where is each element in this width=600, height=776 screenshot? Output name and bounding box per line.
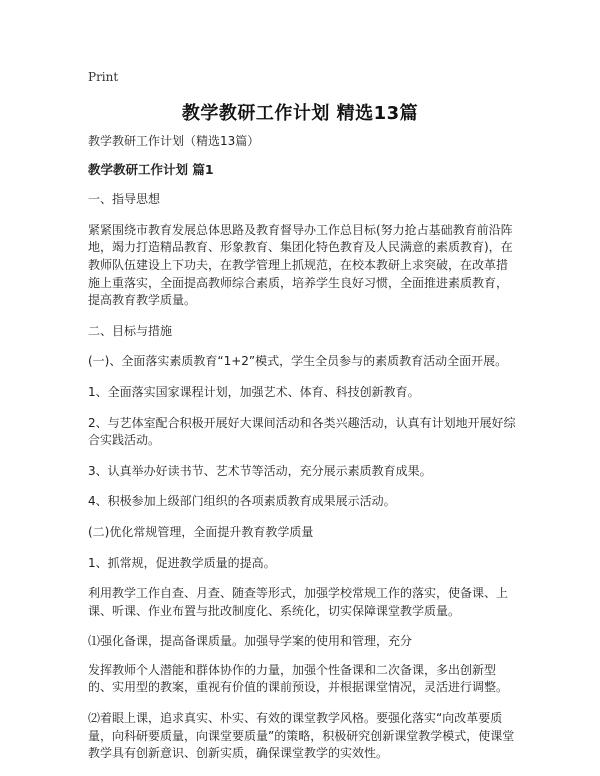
list-item: ⑵着眼上课，追求真实、朴实、有效的课堂教学风格。要强化落实“向改革要质量，向科研要质量，向课堂要质量”的策略，积极研究创新课堂教学模式，使课堂教学具有创新意识、创新实质，确保课堂教学的实效性。 <box>88 711 515 761</box>
document-body <box>88 133 518 776</box>
heading-guiding-ideology: 一、指导思想 <box>88 192 161 207</box>
sub-heading: (二)优化常规管理，全面提升教育教学质量 <box>88 524 314 539</box>
document-subtitle: 教学教研工作计划（精选13篇） <box>88 134 260 148</box>
document-title: 教学教研工作计划 精选13篇 <box>181 103 419 124</box>
list-item: 4、积极参加上级部门组织的各项素质教育成果展示活动。 <box>88 494 396 509</box>
list-item: ⑴强化备课，提高备课质量。加强导学案的使用和管理，充分 <box>88 634 413 649</box>
section-heading: 教学教研工作计划 篇1 <box>88 161 214 177</box>
paragraph: 紧紧围绕市教育发展总体思路及教育督导办工作总目标(努力抢占基础教育前沿阵地，竭力打造精品教育、形象教育、集团化特色教育及人民满意的素质教育)，在教师队伍建设上下功夫，在教学管理上抓规范，在校本教研上求突破，在改革措施上重落实，全面提高教师综合素质，培养学生良好习惯，全面推进素质教育，提高教育教学质量。 <box>88 222 513 308</box>
list-item: 1、全面落实国家课程计划，加强艺术、体育、科技创新教育。 <box>88 384 420 399</box>
paragraph: 利用教学工作自查、月查、随查等形式，加强学校常规工作的落实，使备课、上课、听课、作业布置与批改制度化、系统化，切实保障课堂教学质量。 <box>88 586 509 618</box>
list-item: 3、认真举办好读书节、艺术节等活动，充分展示素质教育成果。 <box>88 463 432 478</box>
print-link[interactable]: Print <box>88 70 119 84</box>
list-item: 1、抓常规，促进教学质量的提高。 <box>88 555 276 570</box>
heading-goals-measures: 二、目标与措施 <box>88 323 173 338</box>
paragraph: 发挥教师个人潜能和群体协作的力量，加强个性备课和二次备课，多出创新型的、实用型的教案，重视有价值的课前预设，并根据课堂情况，灵活进行调整。 <box>88 662 509 695</box>
paragraph: (一)、全面落实素质教育“1+2”模式，学生全员参与的素质教育活动全面开展。 <box>88 354 508 369</box>
list-item: 2、与艺体室配合积极开展好大课间活动和各类兴趣活动，认真有计划地开展好综合实践活动。 <box>88 415 516 448</box>
